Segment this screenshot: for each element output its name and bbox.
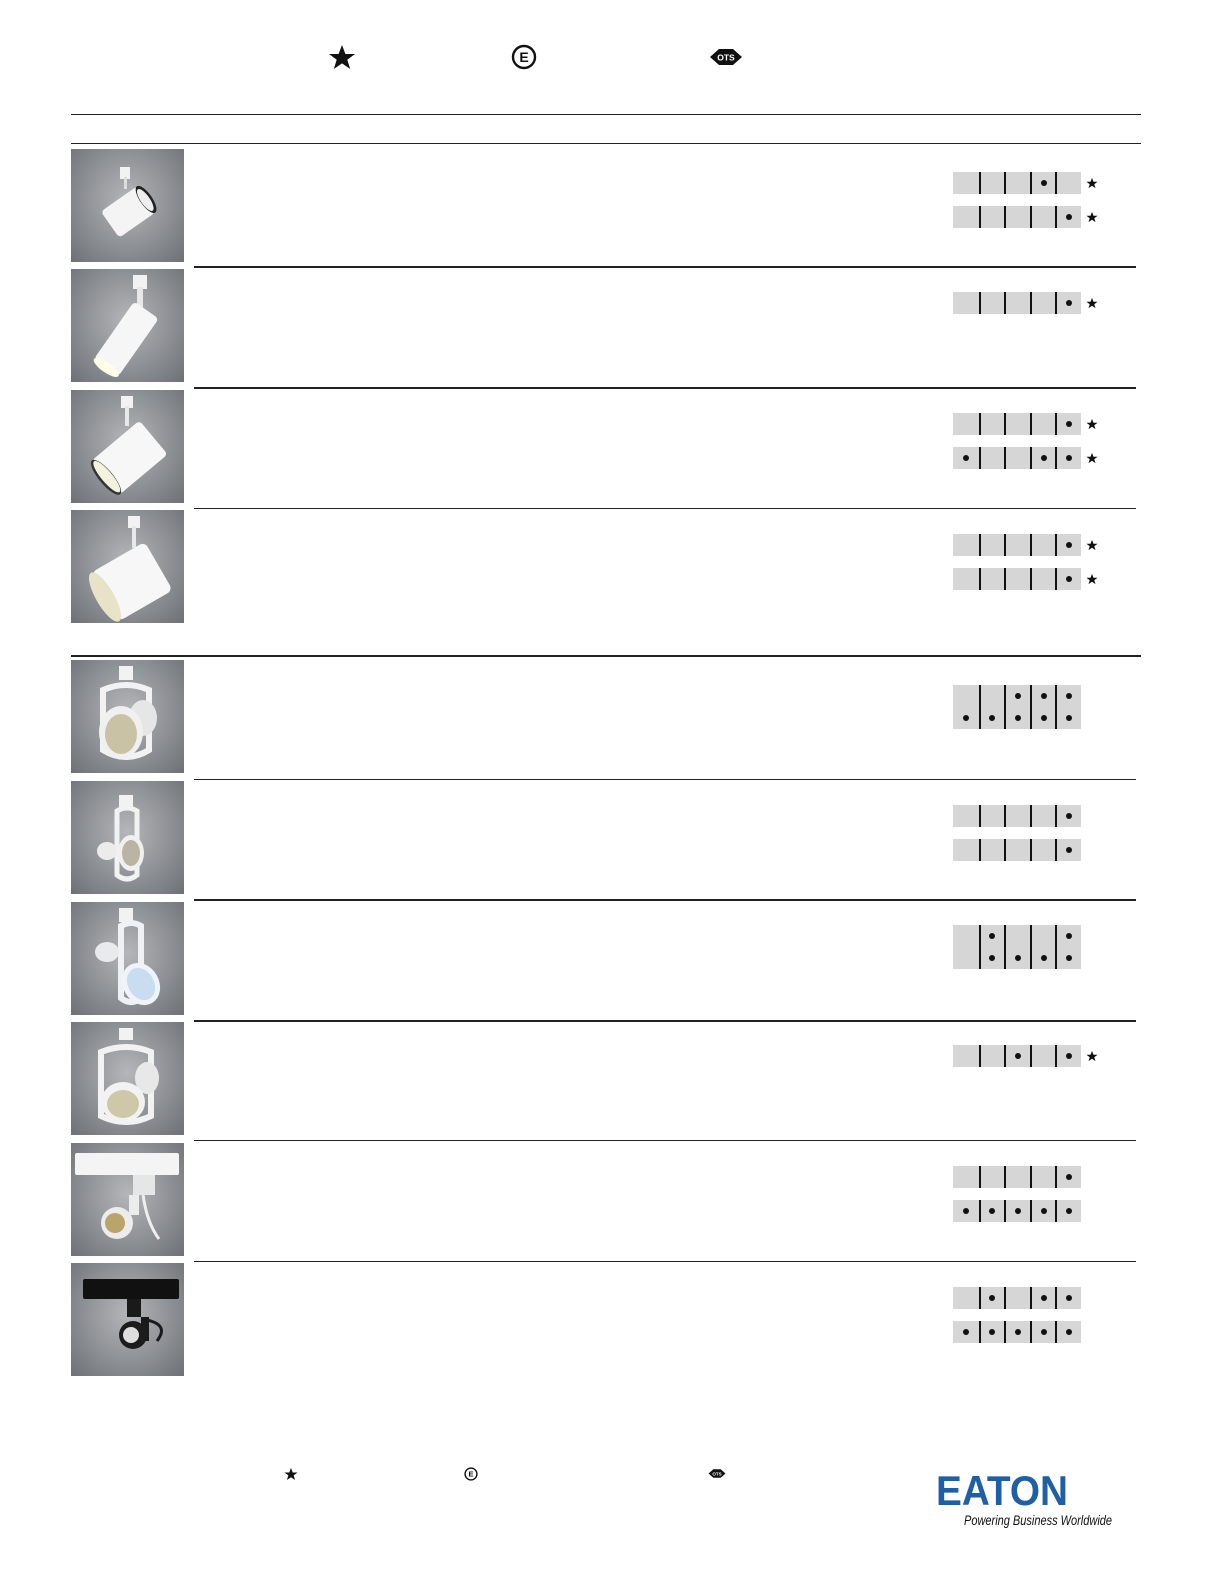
availability-dot: [1041, 1329, 1047, 1335]
star-icon: [1086, 572, 1098, 584]
legend-e-circle-icon: [511, 44, 537, 70]
availability-row: [953, 1166, 1081, 1188]
availability-dot: [1041, 955, 1047, 961]
availability-cell: [979, 172, 1005, 194]
availability-cell: [1055, 292, 1081, 314]
availability-dot: [963, 715, 969, 721]
availability-cell: [1055, 925, 1081, 947]
availability-cell: [1004, 568, 1030, 590]
availability-row: [953, 1045, 1081, 1067]
availability-cell: [1004, 172, 1030, 194]
availability-cell: [1055, 1287, 1081, 1309]
availability-cell: [953, 292, 979, 314]
availability-cell: [1055, 805, 1081, 827]
availability-cell: [1055, 947, 1081, 969]
availability-cell: [979, 1045, 1005, 1067]
availability-cell: [1030, 413, 1056, 435]
availability-cell: [1004, 206, 1030, 228]
star-icon: [1086, 417, 1098, 429]
availability-dot: [1015, 1053, 1021, 1059]
legend-e-circle-icon: [464, 1467, 478, 1481]
eaton-logo: [934, 1467, 1116, 1534]
availability-row: [953, 685, 1081, 707]
availability-cell: [1004, 447, 1030, 469]
availability-cell: [1030, 292, 1056, 314]
availability-row: [953, 568, 1081, 590]
product-image-gimbal-open: [71, 902, 184, 1015]
availability-row: [953, 534, 1081, 556]
availability-cell: [1030, 1045, 1056, 1067]
availability-cell: [1030, 925, 1056, 947]
availability-dot: [1015, 715, 1021, 721]
availability-cell: [1030, 568, 1056, 590]
legend-ots-diamond-icon: [709, 47, 743, 67]
availability-dot: [1066, 421, 1072, 427]
availability-dot: [989, 933, 995, 939]
availability-cell: [979, 805, 1005, 827]
availability-cell: [1004, 1166, 1030, 1188]
availability-cell: [1030, 1287, 1056, 1309]
availability-cell: [979, 534, 1005, 556]
availability-cell: [979, 1287, 1005, 1309]
availability-cell: [953, 1045, 979, 1067]
availability-row: [953, 447, 1081, 469]
availability-dot: [963, 455, 969, 461]
availability-dot: [1066, 955, 1072, 961]
availability-dot: [1066, 214, 1072, 220]
legend-star-icon: [284, 1467, 298, 1481]
availability-dot: [1066, 1295, 1072, 1301]
availability-grid: [953, 685, 1081, 729]
availability-dot: [1041, 1208, 1047, 1214]
section-rule: [71, 655, 1141, 657]
availability-row: [953, 839, 1081, 861]
row-divider: [194, 387, 1136, 389]
availability-row: [953, 1287, 1081, 1309]
product-image-gimbal-ring: [71, 1022, 184, 1135]
availability-cell: [1004, 1287, 1030, 1309]
availability-cell: [1004, 947, 1030, 969]
availability-dot: [1066, 1208, 1072, 1214]
row-divider: [194, 1261, 1136, 1262]
product-image-cylinder-small: [71, 149, 184, 262]
availability-dot: [1041, 455, 1047, 461]
svg-text:OTS: OTS: [712, 1471, 722, 1477]
availability-cell: [953, 206, 979, 228]
availability-cell: [953, 1321, 979, 1343]
availability-cell: [979, 707, 1005, 729]
availability-cell: [1030, 206, 1056, 228]
availability-cell: [953, 805, 979, 827]
availability-cell: [953, 925, 979, 947]
availability-cell: [1004, 839, 1030, 861]
availability-cell: [979, 685, 1005, 707]
availability-row: [953, 292, 1081, 314]
availability-cell: [1030, 534, 1056, 556]
availability-dot: [1041, 180, 1047, 186]
availability-row: [953, 707, 1081, 729]
availability-cell: [979, 413, 1005, 435]
availability-dot: [1015, 1329, 1021, 1335]
availability-dot: [989, 1208, 995, 1214]
availability-cell: [1004, 1321, 1030, 1343]
svg-text:E: E: [519, 49, 529, 65]
svg-text:OTS: OTS: [717, 52, 735, 63]
availability-dot: [989, 955, 995, 961]
availability-row: [953, 947, 1081, 969]
availability-dot: [989, 1295, 995, 1301]
product-image-gimbal-par: [71, 660, 184, 773]
availability-cell: [953, 568, 979, 590]
svg-text:Powering Business Worldwide: Powering Business Worldwide: [964, 1513, 1112, 1528]
availability-cell: [953, 1200, 979, 1222]
legend-ots-diamond-icon: [708, 1468, 726, 1479]
section-rule: [71, 143, 1141, 144]
star-icon: [1086, 538, 1098, 550]
availability-cell: [1030, 685, 1056, 707]
availability-cell: [1030, 839, 1056, 861]
availability-cell: [1004, 413, 1030, 435]
availability-cell: [953, 413, 979, 435]
availability-cell: [979, 1166, 1005, 1188]
availability-cell: [1055, 1045, 1081, 1067]
availability-cell: [1030, 707, 1056, 729]
availability-cell: [1004, 292, 1030, 314]
availability-cell: [1055, 568, 1081, 590]
availability-cell: [953, 947, 979, 969]
availability-cell: [979, 1321, 1005, 1343]
availability-cell: [1030, 947, 1056, 969]
availability-grid: [953, 292, 1081, 314]
availability-dot: [989, 715, 995, 721]
availability-cell: [1030, 1200, 1056, 1222]
row-divider: [194, 1140, 1136, 1141]
availability-grid: [953, 413, 1081, 469]
availability-cell: [953, 707, 979, 729]
availability-cell: [1030, 447, 1056, 469]
availability-dot: [1066, 1329, 1072, 1335]
availability-cell: [1030, 805, 1056, 827]
availability-dot: [1066, 1053, 1072, 1059]
availability-cell: [1055, 1321, 1081, 1343]
availability-cell: [953, 447, 979, 469]
availability-dot: [1066, 542, 1072, 548]
availability-dot: [1066, 455, 1072, 461]
availability-grid: [953, 1166, 1081, 1222]
availability-cell: [1055, 413, 1081, 435]
availability-dot: [1066, 576, 1072, 582]
availability-cell: [1004, 534, 1030, 556]
row-divider: [194, 1020, 1136, 1022]
availability-cell: [1030, 1166, 1056, 1188]
availability-cell: [1055, 206, 1081, 228]
availability-row: [953, 206, 1081, 228]
star-icon: [1086, 210, 1098, 222]
availability-cell: [979, 1200, 1005, 1222]
availability-dot: [1066, 933, 1072, 939]
availability-cell: [979, 925, 1005, 947]
svg-text:E: E: [468, 1469, 474, 1479]
availability-dot: [963, 1329, 969, 1335]
availability-cell: [979, 568, 1005, 590]
star-icon: [1086, 1049, 1098, 1061]
availability-row: [953, 805, 1081, 827]
availability-dot: [989, 1329, 995, 1335]
availability-row: [953, 925, 1081, 947]
availability-row: [953, 1200, 1081, 1222]
availability-cell: [1004, 805, 1030, 827]
row-divider: [194, 779, 1136, 780]
star-icon: [1086, 451, 1098, 463]
star-icon: [1086, 176, 1098, 188]
availability-cell: [953, 1166, 979, 1188]
availability-cell: [1055, 447, 1081, 469]
availability-cell: [1030, 172, 1056, 194]
availability-cell: [1004, 1045, 1030, 1067]
legend-star-icon: [328, 44, 356, 70]
availability-cell: [979, 206, 1005, 228]
availability-cell: [979, 447, 1005, 469]
svg-text:EATON: EATON: [936, 1467, 1068, 1514]
availability-dot: [1066, 1174, 1072, 1180]
availability-cell: [1004, 1200, 1030, 1222]
availability-cell: [979, 839, 1005, 861]
availability-cell: [1004, 925, 1030, 947]
availability-cell: [1055, 172, 1081, 194]
availability-dot: [1041, 693, 1047, 699]
availability-row: [953, 413, 1081, 435]
row-divider: [194, 508, 1136, 509]
availability-grid: [953, 1045, 1081, 1067]
availability-dot: [1066, 847, 1072, 853]
product-image-low-voltage-black: [71, 1263, 184, 1376]
header-rule: [71, 114, 1141, 115]
availability-grid: [953, 172, 1081, 228]
availability-dot: [1015, 1208, 1021, 1214]
availability-cell: [1004, 685, 1030, 707]
availability-dot: [963, 1208, 969, 1214]
availability-cell: [1055, 707, 1081, 729]
product-image-cylinder-tall: [71, 269, 184, 382]
product-image-cylinder-large: [71, 510, 184, 623]
availability-grid: [953, 805, 1081, 861]
availability-cell: [1030, 1321, 1056, 1343]
availability-grid: [953, 1287, 1081, 1343]
availability-cell: [953, 685, 979, 707]
availability-row: [953, 172, 1081, 194]
availability-cell: [1004, 707, 1030, 729]
availability-dot: [1041, 715, 1047, 721]
product-image-low-voltage-white: [71, 1143, 184, 1256]
availability-cell: [1055, 1166, 1081, 1188]
row-divider: [194, 899, 1136, 901]
availability-cell: [953, 172, 979, 194]
availability-cell: [953, 1287, 979, 1309]
availability-cell: [979, 292, 1005, 314]
product-image-gimbal-mr16: [71, 781, 184, 894]
availability-cell: [979, 947, 1005, 969]
availability-dot: [1066, 693, 1072, 699]
availability-cell: [1055, 1200, 1081, 1222]
availability-cell: [1055, 685, 1081, 707]
availability-cell: [953, 839, 979, 861]
product-image-cylinder-medium: [71, 390, 184, 503]
availability-cell: [953, 534, 979, 556]
availability-dot: [1066, 813, 1072, 819]
availability-grid: [953, 534, 1081, 590]
star-icon: [1086, 296, 1098, 308]
availability-dot: [1015, 955, 1021, 961]
availability-dot: [1066, 300, 1072, 306]
availability-dot: [1015, 693, 1021, 699]
availability-dot: [1066, 715, 1072, 721]
availability-dot: [1041, 1295, 1047, 1301]
availability-cell: [1055, 839, 1081, 861]
row-divider: [194, 266, 1136, 268]
availability-cell: [1055, 534, 1081, 556]
availability-row: [953, 1321, 1081, 1343]
availability-grid: [953, 925, 1081, 969]
